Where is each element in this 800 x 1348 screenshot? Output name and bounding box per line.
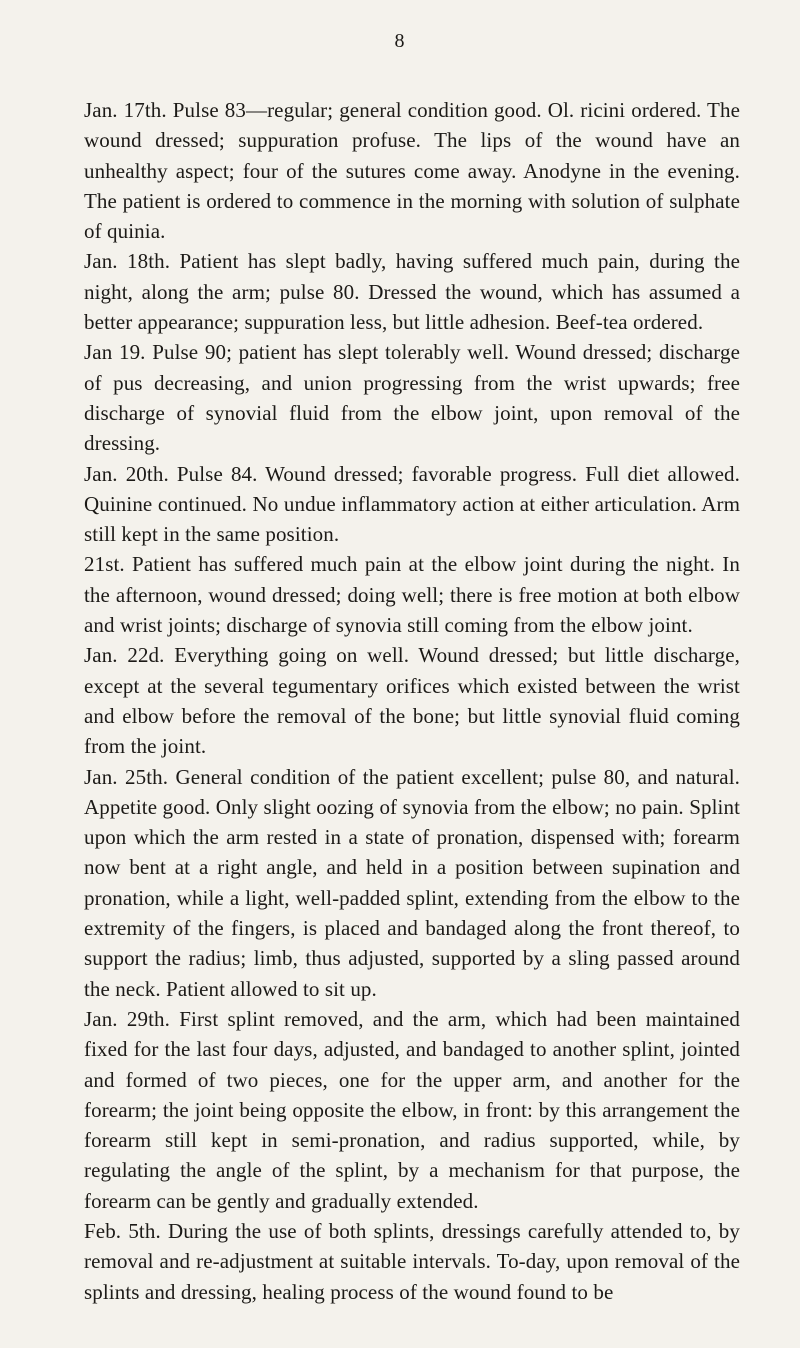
page-number: 8: [394, 30, 406, 52]
entry-jan-17: Jan. 17th. Pulse 83—regular; general condition good. Ol. ricini ordered. The wound dressed; suppuration profuse. The lips of the wound have an unhealthy aspect; four of the sutures come away. Anodyne in the evening. The patient is ordered to commence in the morning with solution of sulphate of quinia.: [84, 98, 740, 244]
body-text: [84, 95, 740, 1307]
entry-jan-21: 21st. Patient has suffered much pain at the elbow joint during the night. In the afternoon, wound dressed; doing well; there is free motion at both elbow and wrist joints; discharge of synovia still coming from the elbow joint.: [84, 552, 740, 638]
entry-feb-5: Feb. 5th. During the use of both splints, dressings carefully attended to, by removal and re-adjustment at suitable intervals. To-day, upon removal of the splints and dressing, healing process of the wound found to be: [84, 1218, 740, 1304]
entry-jan-19: Jan 19. Pulse 90; patient has slept tolerably well. Wound dressed; discharge of pus decreasing, and union progressing from the wrist upwards; free discharge of synovial fluid from the elbow joint, upon removal of the dressing.: [84, 340, 740, 456]
entry-jan-25: Jan. 25th. General condition of the patient excellent; pulse 80, and natural. Appetite good. Only slight oozing of synovia from the elbow; no pain. Splint upon which the arm rested in a state of pronation, dispensed with; forearm now bent at a right angle, and held in a position between supination and pronation, while a light, well-padded splint, extending from the elbow to the extremity of the fingers, is placed and bandaged along the front thereof, to support the radius; limb, thus adjusted, supported by a sling passed around the neck. Patient allowed to sit up.: [84, 764, 740, 1001]
entry-jan-20: Jan. 20th. Pulse 84. Wound dressed; favorable progress. Full diet allowed. Quinine continued. No undue inflammatory action at either articulation. Arm still kept in the same position.: [84, 461, 740, 547]
entry-jan-22: Jan. 22d. Everything going on well. Wound dressed; but little discharge, except at the several tegumentary orifices which existed between the wrist and elbow before the removal of the bone; but little synovial fluid coming from the joint.: [84, 643, 740, 759]
entry-jan-18: Jan. 18th. Patient has slept badly, having suffered much pain, during the night, along the arm; pulse 80. Dressed the wound, which has assumed a better appearance; suppuration less, but little adhesion. Beef-tea ordered.: [84, 249, 740, 335]
entry-jan-29: Jan. 29th. First splint removed, and the arm, which had been maintained fixed for the last four days, adjusted, and bandaged to another splint, jointed and formed of two pieces, one for the upper arm, and another for the forearm; the joint being opposite the elbow, in front: by this arrangement the forearm still kept in semi-pronation, and radius supported, while, by regulating the angle of the splint, by a mechanism for that purpose, the forearm can be gently and gradually extended.: [84, 1006, 740, 1213]
